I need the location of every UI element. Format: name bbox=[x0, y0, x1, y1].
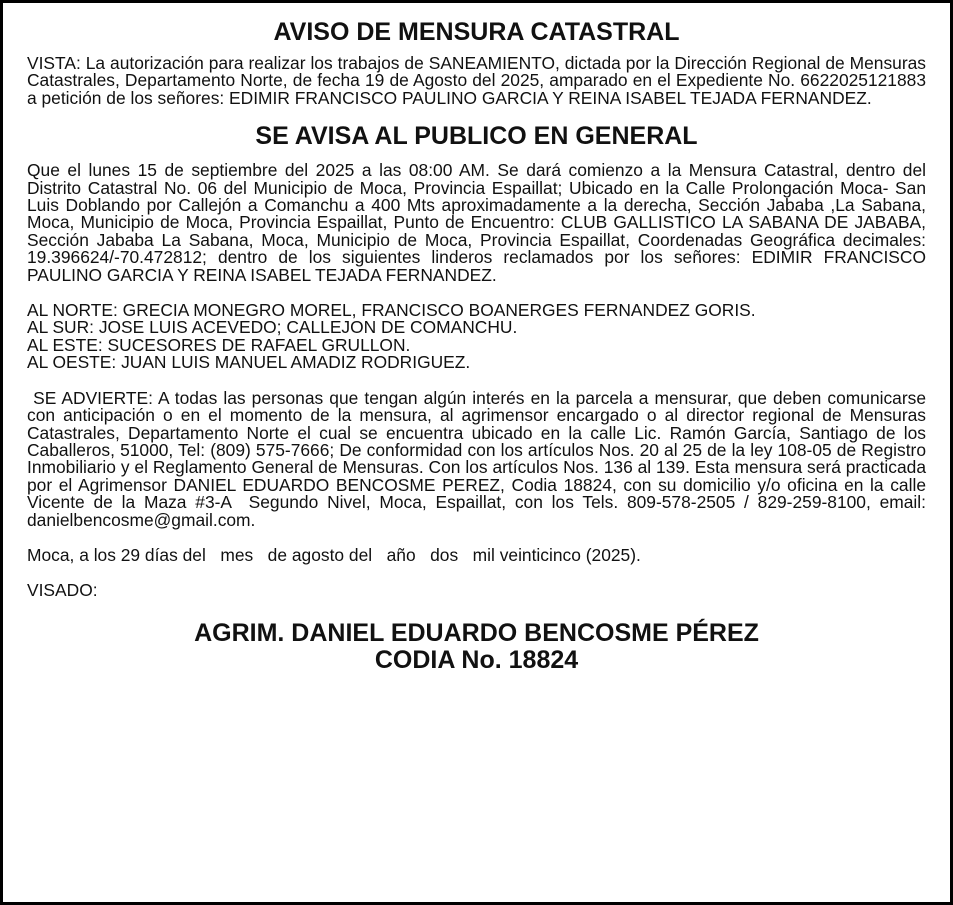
boundary-west: AL OESTE: JUAN LUIS MANUEL AMADIZ RODRIGUEZ. bbox=[27, 352, 471, 373]
advertise-paragraph: SE ADVIERTE: A todas las personas que tengan algún interés en la parcela a mensurar, que deben comunicarse con anticipación o en el momento de la mensura, al agrimensor encargado o al director regional de Mensuras Catastrales, Departamento Norte el cual se encuentra ubicado en la calle Lic. Ramón García, Santiago de los Caballeros, 51000, Tel: (809) 575-7666; De conformidad con los artículos Nos. 20 al 25 de la ley 108-05 de Registro Inmobiliario y el Reglamento General de Mensuras. Con los artículos Nos. 136 al 139. Esta mensura será practicada por el Agrimensor DANIEL EDUARDO BENCOSME PEREZ, Codia 18824, con su domicilio y/o oficina en la calle Vicente de la Maza #3-A Segundo Nivel, Moca, Espaillat, con los Tels. 809-578-2505 / 829-259-8100, email: danielbencosme@gmail.com. bbox=[27, 387, 931, 530]
signer-codia: CODIA No. 18824 bbox=[374, 645, 579, 674]
spacer bbox=[27, 372, 926, 390]
boundary-east: AL ESTE: SUCESORES DE RAFAEL GRULLON. bbox=[27, 334, 411, 355]
notice-title: AVISO DE MENSURA CATASTRAL bbox=[273, 18, 680, 46]
vista-paragraph: VISTA: La autorización para realizar los trabajos de SANEAMIENTO, dictada por la Dirección Regional de Mensuras Catastrales, Departamento Norte, de fecha 19 de Agosto del 2025, amparado en el Expediente No. 6622025121883 a petición de los señores: EDIMIR FRANCISCO PAULINO GARCIA Y REINA ISABEL TEJADA FERNANDEZ. bbox=[27, 53, 926, 108]
signer-name: AGRIM. DANIEL EDUARDO BENCOSME PÉREZ bbox=[194, 618, 759, 647]
date-line: Moca, a los 29 días del mes de agosto del año dos mil veinticinco (2025). bbox=[27, 544, 641, 565]
boundary-south: AL SUR: JOSE LUIS ACEVEDO; CALLEJON DE COMANCHU. bbox=[27, 317, 518, 338]
main-paragraph: Que el lunes 15 de septiembre del 2025 a las 08:00 AM. Se dará comienzo a la Mensura Catastral, dentro del Distrito Catastral No. 06 del Municipio de Moca, Provincia Espaillat; Ubicado en la Calle Prolongación Moca- San Luis Doblando por Callejón a Comanchu a 400 Mts aproximadamente a la derecha, Sección Jababa ,La Sabana, Moca, Municipio de Moca, Provincia Espaillat, Punto de Encuentro: CLUB GALLISTICO LA SABANA DE JABABA, Sección Jababa La Sabana, Moca, Municipio de Moca, Provincia Espaillat, Coordenadas Geográfica decimales: 19.396624/-70.472812; dentro de los siguientes linderos reclamados por los señores: EDIMIR FRANCISCO PAULINO GARCIA Y REINA ISABEL TEJADA FERNANDEZ. bbox=[27, 160, 926, 285]
visado-label: VISADO: bbox=[27, 580, 98, 601]
boundary-north: AL NORTE: GRECIA MONEGRO MOREL, FRANCISCO BOANERGES FERNANDEZ GORIS. bbox=[27, 300, 756, 321]
signature-block bbox=[27, 620, 926, 674]
boundaries-list bbox=[27, 302, 926, 372]
spacer bbox=[27, 564, 926, 582]
notice-subtitle: SE AVISA AL PUBLICO EN GENERAL bbox=[255, 122, 698, 151]
